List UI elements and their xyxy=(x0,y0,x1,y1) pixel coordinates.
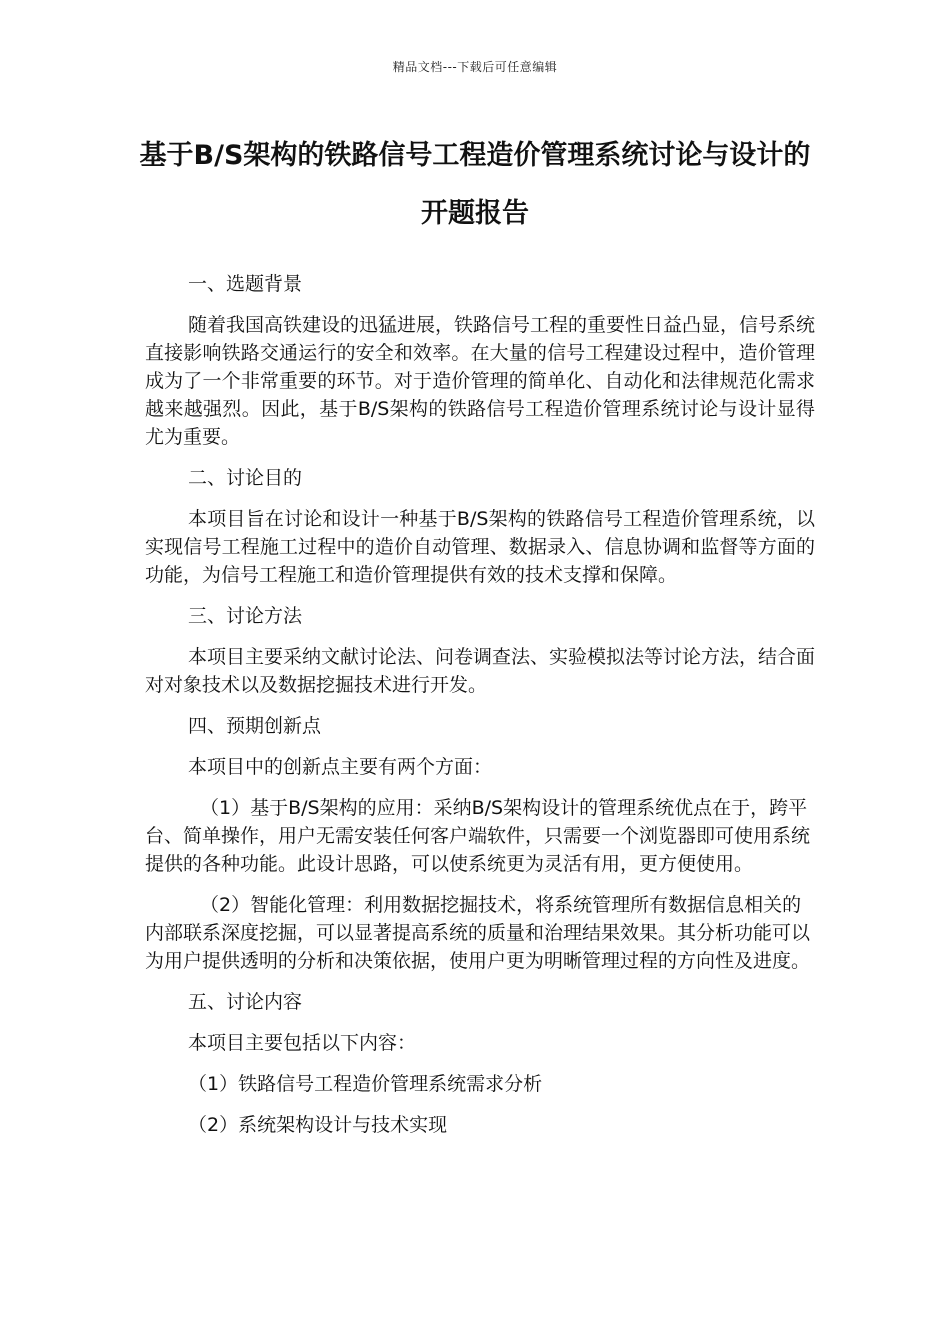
document-title: 基于B/S架构的铁路信号工程造价管理系统讨论与设计的开题报告 xyxy=(139,140,811,229)
paragraph-innovation-point-2: （2）智能化管理：利用数据挖掘技术，将系统管理所有数据信息相关的内部联系深度挖掘，可以显著提高系统的质量和治理结果效果。其分析功能可以为用户提供透明的分析和决策依据，使用户更为明晰管理过程的方向性及进度。 xyxy=(145,894,811,972)
paragraph-background: 随着我国高铁建设的迅猛进展，铁路信号工程的重要性日益凸显，信号系统直接影响铁路交通运行的安全和效率。在大量的信号工程建设过程中，造价管理成为了一个非常重要的环节。对于造价管理的简单化、自动化和法律规范化需求越来越强烈。因此，基于B/S架构的铁路信号工程造价管理系统讨论与设计显得尤为重要。 xyxy=(145,314,816,448)
paragraph-method: 本项目主要采纳文献讨论法、问卷调查法、实验模拟法等讨论方法，结合面对对象技术以及数据挖掘技术进行开发。 xyxy=(145,646,816,696)
section-heading-method: 三、讨论方法 xyxy=(188,605,303,627)
header-note: 精品文档---下载后可任意编辑 xyxy=(392,60,558,74)
document-body xyxy=(145,270,815,1152)
paragraph-innovation-intro: 本项目中的创新点主要有两个方面： xyxy=(188,756,493,778)
paragraph-innovation-point-1: （1）基于B/S架构的应用：采纳B/S架构设计的管理系统优点在于，跨平台、简单操作，用户无需安装任何客户端软件，只需要一个浏览器即可使用系统提供的各种功能。此设计思路，可以使系统更为灵活有用，更方便使用。 xyxy=(145,797,811,875)
list-item-content-1: （1）铁路信号工程造价管理系统需求分析 xyxy=(188,1073,543,1095)
list-item-content-2: （2）系统架构设计与技术实现 xyxy=(188,1114,448,1136)
section-heading-purpose: 二、讨论目的 xyxy=(188,467,303,489)
paragraph-purpose: 本项目旨在讨论和设计一种基于B/S架构的铁路信号工程造价管理系统，以实现信号工程施工过程中的造价自动管理、数据录入、信息协调和监督等方面的功能，为信号工程施工和造价管理提供有效的技术支撑和保障。 xyxy=(145,508,815,586)
section-heading-content: 五、讨论内容 xyxy=(188,991,303,1013)
section-heading-innovation: 四、预期创新点 xyxy=(188,715,322,737)
section-heading-background: 一、选题背景 xyxy=(188,273,303,295)
paragraph-content-intro: 本项目主要包括以下内容： xyxy=(188,1032,417,1054)
